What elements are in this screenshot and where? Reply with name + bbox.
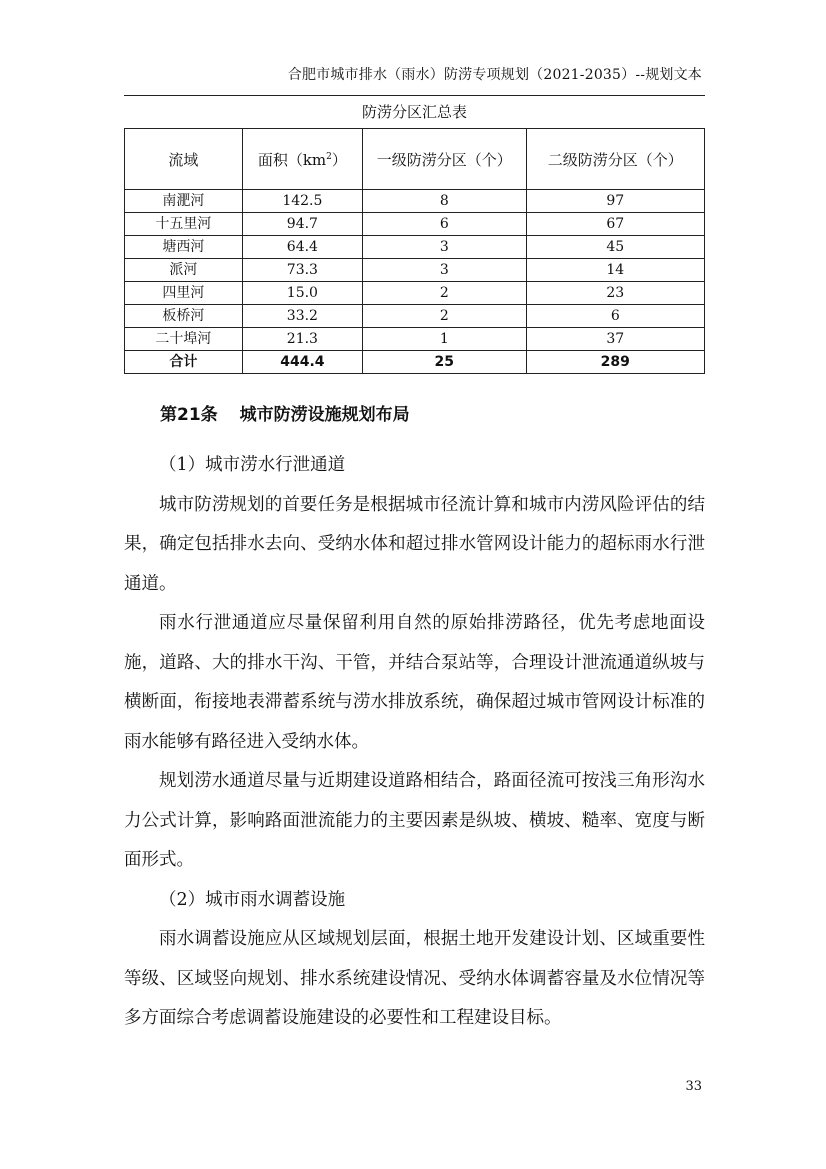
header-basin: 流域 [125,129,243,190]
table-row [125,213,705,236]
cell-level1: 8 [363,190,527,213]
cell-level1: 3 [363,259,527,282]
header-level2: 二级防涝分区（个） [526,129,704,190]
table-total-row [125,351,705,374]
cell-area: 33.2 [242,305,362,328]
header-level1: 一级防涝分区（个） [363,129,527,190]
cell-level2: 14 [526,259,704,282]
paragraph: 雨水行泄通道应尽量保留利用自然的原始排涝路径，优先考虑地面设施，道路、大的排水干沟、干管，并结合泵站等，合理设计泄流通道纵坡与横断面，衔接地表滞蓄系统与涝水排放系统，确保超过城市管网设计标准的雨水能够有路径进入受纳水体。 [124,613,705,752]
header-area-prefix: 面积（km [257,150,327,169]
header-divider [124,95,705,96]
cell-level1: 2 [363,282,527,305]
total-area: 444.4 [242,351,362,374]
total-label: 合计 [125,351,243,374]
cell-level2: 23 [526,282,704,305]
cell-level2: 97 [526,190,704,213]
cell-area: 142.5 [242,190,362,213]
cell-level1: 1 [363,328,527,351]
article-heading [160,400,410,425]
table-row [125,305,705,328]
paragraph: 雨水调蓄设施应从区域规划层面，根据土地开发建设计划、区域重要性等级、区域竖向规划、排水系统建设情况、受纳水体调蓄容量及水位情况等多方面综合考虑调蓄设施建设的必要性和工程建设目标。 [124,929,705,1028]
running-header: 合肥市城市排水（雨水）防涝专项规划（2021-2035）--规划文本 [287,67,702,83]
paragraph: 城市防涝规划的首要任务是根据城市径流计算和城市内涝风险评估的结果，确定包括排水去向、受纳水体和超过排水管网设计能力的超标雨水行泄通道。 [124,494,705,594]
table-row [125,236,705,259]
cell-area: 15.0 [242,282,362,305]
cell-area: 94.7 [242,213,362,236]
cell-basin: 四里河 [125,282,243,305]
total-level1: 25 [363,351,527,374]
table-row [125,282,705,305]
cell-basin: 十五里河 [125,213,243,236]
subsection-heading-2: （2）城市雨水调蓄设施 [159,889,346,910]
cell-level2: 6 [526,305,704,328]
paragraph: 规划涝水通道尽量与近期建设道路相结合，路面径流可按浅三角形沟水力公式计算，影响路面泄流能力的主要因素是纵坡、横坡、糙率、宽度与断面形式。 [124,771,705,870]
total-level2: 289 [526,351,704,374]
header-area [242,129,362,190]
cell-basin: 二十埠河 [125,328,243,351]
cell-area: 64.4 [242,236,362,259]
table-row [125,190,705,213]
body-text [124,446,705,1039]
cell-level1: 6 [363,213,527,236]
cell-area: 21.3 [242,328,362,351]
article-title: 城市防涝设施规划布局 [239,405,410,425]
header-area-superscript: 2 [326,151,332,162]
cell-level2: 37 [526,328,704,351]
article-number: 第21条 [160,405,218,425]
table-row [125,259,705,282]
header-area-suffix: ） [331,150,347,169]
subsection-heading-1: （1）城市涝水行泄通道 [159,455,346,475]
cell-level1: 3 [363,236,527,259]
cell-basin: 南淝河 [125,190,243,213]
cell-area: 73.3 [242,259,362,282]
table-caption: 防涝分区汇总表 [361,103,467,121]
cell-basin: 塘西河 [125,236,243,259]
flood-zone-summary-table [124,128,705,374]
table-header-row [125,129,705,190]
cell-level2: 67 [526,213,704,236]
cell-level2: 45 [526,236,704,259]
cell-basin: 派河 [125,259,243,282]
cell-basin: 板桥河 [125,305,243,328]
cell-level1: 2 [363,305,527,328]
table-row [125,328,705,351]
page-number: 33 [685,1079,702,1094]
